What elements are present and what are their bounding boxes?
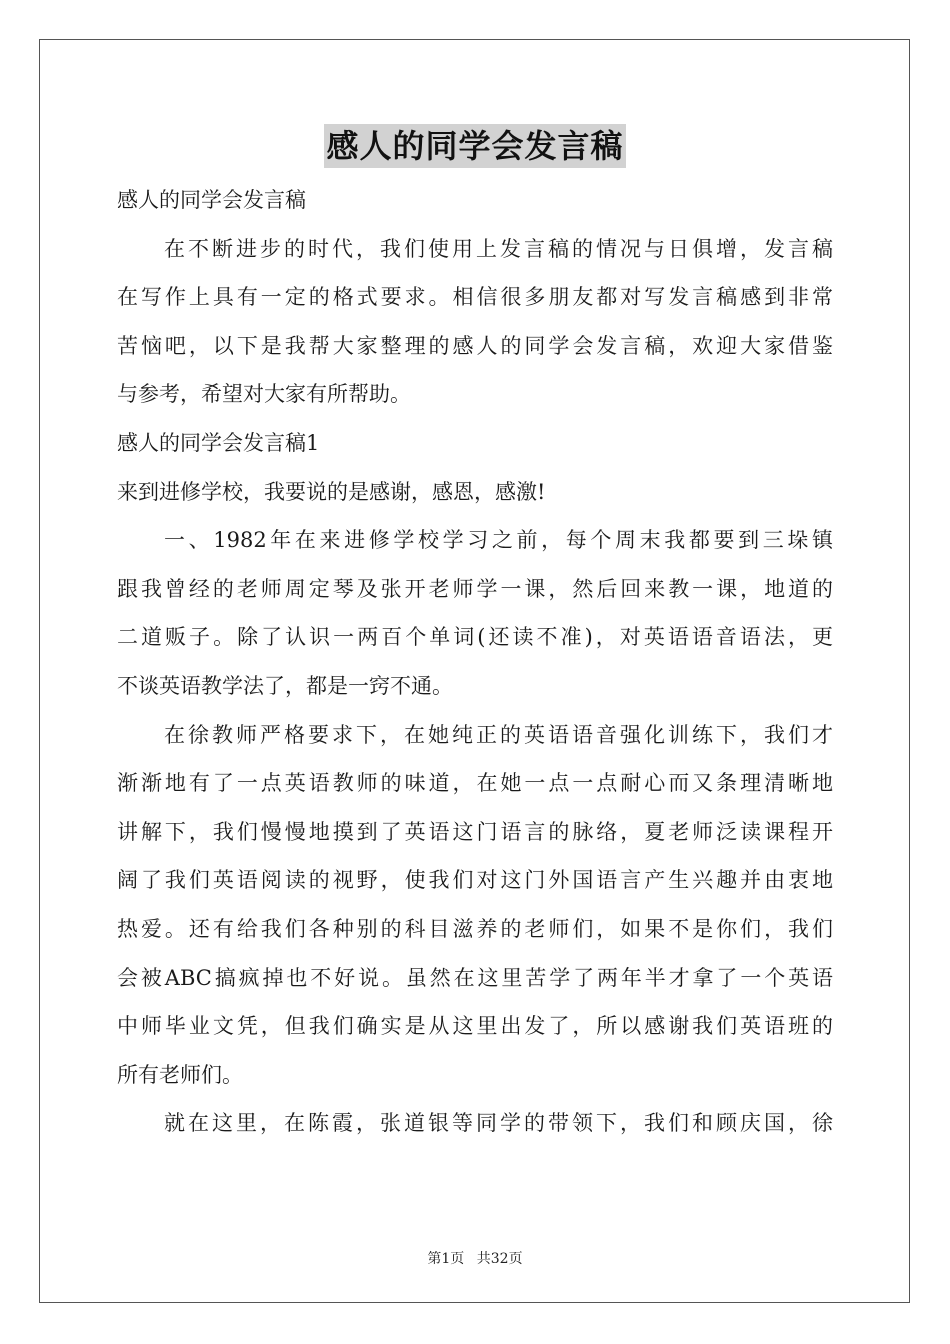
paragraph-line: 热爱。还有给我们各种别的科目滋养的老师们，如果不是你们，我们 — [117, 916, 833, 941]
paragraph-line: 与参考，希望对大家有所帮助。 — [117, 382, 411, 407]
paragraph-line: 二道贩子。除了认识一两百个单词(还读不准)，对英语语音语法，更 — [117, 625, 833, 650]
document-title: 感人的同学会发言稿 — [324, 124, 625, 168]
paragraph-line: 来到进修学校，我要说的是感谢，感恩，感激! — [117, 479, 546, 504]
paragraph-line: 在写作上具有一定的格式要求。相信很多朋友都对写发言稿感到非常 — [117, 285, 833, 310]
paragraph-line: 讲解下，我们慢慢地摸到了英语这门语言的脉络，夏老师泛读课程开 — [117, 819, 833, 844]
page-footer — [0, 1248, 950, 1268]
paragraph-line: 一、1982年在来进修学校学习之前，每个周末我都要到三垛镇 — [164, 528, 833, 553]
paragraph-line: 苦恼吧，以下是我帮大家整理的感人的同学会发言稿，欢迎大家借鉴 — [117, 333, 833, 358]
paragraph-line: 所有老师们。 — [117, 1062, 243, 1087]
paragraph-line: 阔了我们英语阅读的视野，使我们对这门外国语言产生兴趣并由衷地 — [117, 868, 833, 893]
subtitle-line: 感人的同学会发言稿 — [117, 188, 306, 212]
section-heading: 感人的同学会发言稿1 — [117, 430, 320, 455]
paragraph-line: 在不断进步的时代，我们使用上发言稿的情况与日俱增，发言稿 — [164, 236, 833, 261]
paragraph-line: 就在这里，在陈霞，张道银等同学的带领下，我们和顾庆国，徐 — [164, 1111, 833, 1136]
paragraph-line: 会被ABC搞疯掉也不好说。虽然在这里苦学了两年半才拿了一个英语 — [117, 965, 833, 990]
document-body — [117, 176, 833, 1148]
page-number: 第1页 — [427, 1251, 465, 1267]
paragraph-line: 中师毕业文凭，但我们确实是从这里出发了，所以感谢我们英语班的 — [117, 1014, 833, 1039]
paragraph-line: 渐渐地有了一点英语教师的味道，在她一点一点耐心而又条理清晰地 — [117, 771, 833, 796]
title-container — [0, 124, 950, 168]
paragraph-line: 在徐教师严格要求下，在她纯正的英语语音强化训练下，我们才 — [164, 722, 833, 747]
page-total: 共32页 — [476, 1251, 523, 1267]
paragraph-line: 不谈英语教学法了，都是一窍不通。 — [117, 673, 453, 698]
paragraph-line: 跟我曾经的老师周定琴及张开老师学一课，然后回来教一课，地道的 — [117, 576, 833, 601]
